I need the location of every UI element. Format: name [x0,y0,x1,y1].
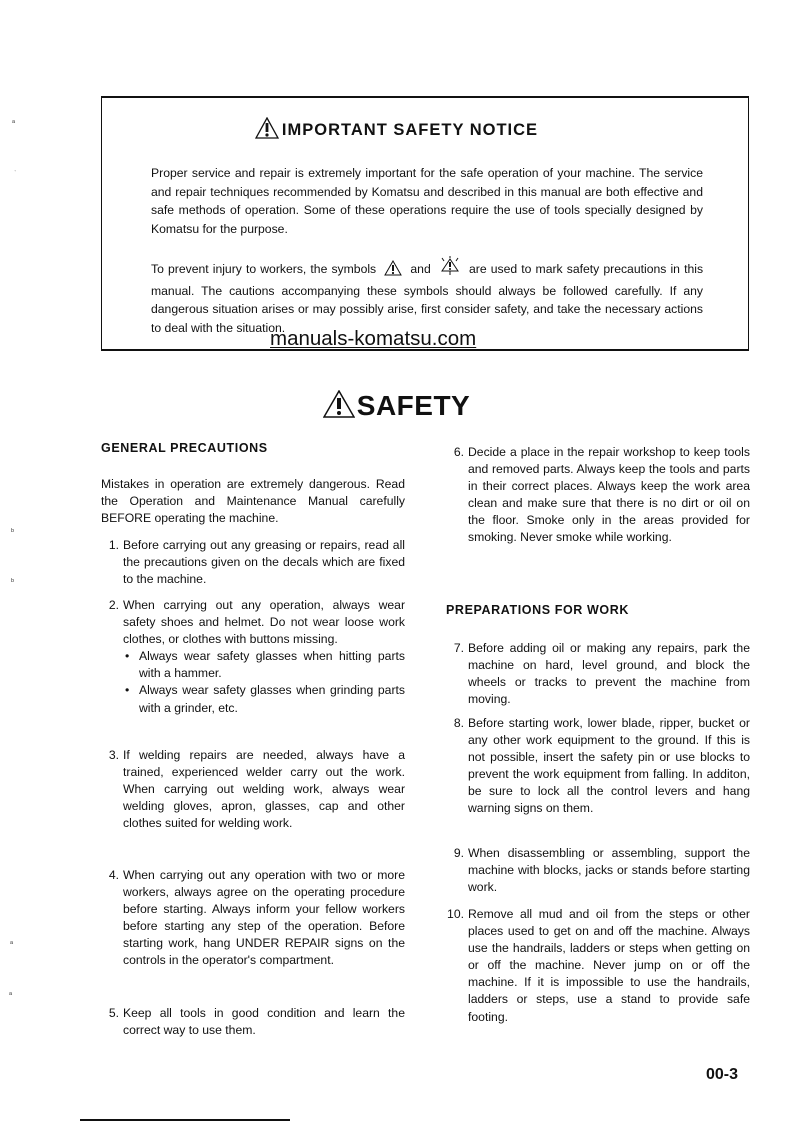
scan-speck: ᵃ [9,990,12,999]
scan-speck: ᵃ [12,118,15,127]
list-item: 6. Decide a place in the repair workshop to keep tools and removed parts. Always keep the tools and parts in their correct places. Always keep the work area clean and make sure that there is no dirt or oil on the floor. Smoke only in the areas provided for smoking. Never smoke while working. [453,445,750,545]
general-precautions-heading: GENERAL PRECAUTIONS [101,441,268,455]
list-item: 9. When disassembling or assembling, support the machine with blocks, jacks or stands before starting work. [453,846,750,895]
general-precautions-intro: Mistakes in operation are extremely dangerous. Read the Operation and Maintenance Manual carefully BEFORE operating the machine. [101,477,405,526]
list-item: 7. Before adding oil or making any repairs, park the machine on hard, level ground, and block the wheels or tracks to prevent the machine from moving. [453,641,750,707]
notice-title: IMPORTANT SAFETY NOTICE [0,117,793,144]
caution-burst-icon [439,256,461,282]
list-item: 8. Before starting work, lower blade, ripper, bucket or any other work equipment to the ground. If this is not possible, insert the safety pin or use blocks to prevent the work equipment from falling. In additon, be sure to lock all the control levers and hang warning signs on them. [453,716,750,816]
warning-triangle-icon [323,390,355,425]
list-item: 10. Remove all mud and oil from the steps or other places used to get on and off the machine. Always use the handrails, ladders or steps when getting on or off the machine. Never jump on or off the machine. If it is impossible to use the handrails, ladders or steps, use a stand to provide safe footing. [447,907,750,1024]
list-item: 1. Before carrying out any greasing or repairs, read all the precautions given on the decals which are fixed to the machine. [108,538,405,587]
bullet-item: • Always wear safety glasses when grinding parts with a grinder, etc. [123,682,405,716]
scan-speck: ᵇ [11,577,15,586]
scan-speck: ˑ [14,168,17,177]
list-item: 2. When carrying out any operation, always wear safety shoes and helmet. Do not wear loose work clothes, or clothes with buttons missing. • Always wear safety glasses when hitting parts with a hammer. • Always wear safety glasses when grinding parts with a grinder, etc. [101,597,405,717]
scan-speck: ᵇ [11,527,15,536]
warning-triangle-icon [255,117,279,144]
notice-paragraph-1: Proper service and repair is extremely important for the safe operation of your machine. The service and repair techniques recommended by Komatsu and described in this manual are both effective and safe methods of operation. Some of these operations require the use of tools specially designed by Komatsu for the purpose. [151,166,703,236]
scan-speck: ᵃ [10,939,13,948]
footer-rule [80,1119,290,1121]
watermark-link[interactable]: manuals-komatsu.com [270,327,477,350]
page-number: 00-3 [706,1066,739,1083]
list-item: 4. When carrying out any operation with two or more workers, always agree on the operating procedure before starting. Always inform your fellow workers before starting any step of the operation. Before starting work, hang UNDER REPAIR signs on the controls in the operator's compartment. [108,868,405,968]
list-item: 5. Keep all tools in good condition and learn the correct way to use them. [108,1006,405,1038]
safety-heading: SAFETY [0,390,793,425]
warning-triangle-icon [384,260,402,282]
bullet-item: • Always wear safety glasses when hitting parts with a hammer. [123,648,405,682]
preparations-heading: PREPARATIONS FOR WORK [446,603,629,617]
list-item: 3. If welding repairs are needed, always have a trained, experienced welder carry out the work. When carrying out welding work, always wear welding gloves, apron, glasses, cap and other clothes suited for welding work. [108,748,405,831]
notice-paragraph-2: To prevent injury to workers, the symbols and are used to mark safety precautions in this manual. The cautions accompanying these symbols should always be followed carefully. If any dangerous situation arises or may possibly arise, first consider safety, and take the necessary actions to deal with the situation. [151,256,703,337]
